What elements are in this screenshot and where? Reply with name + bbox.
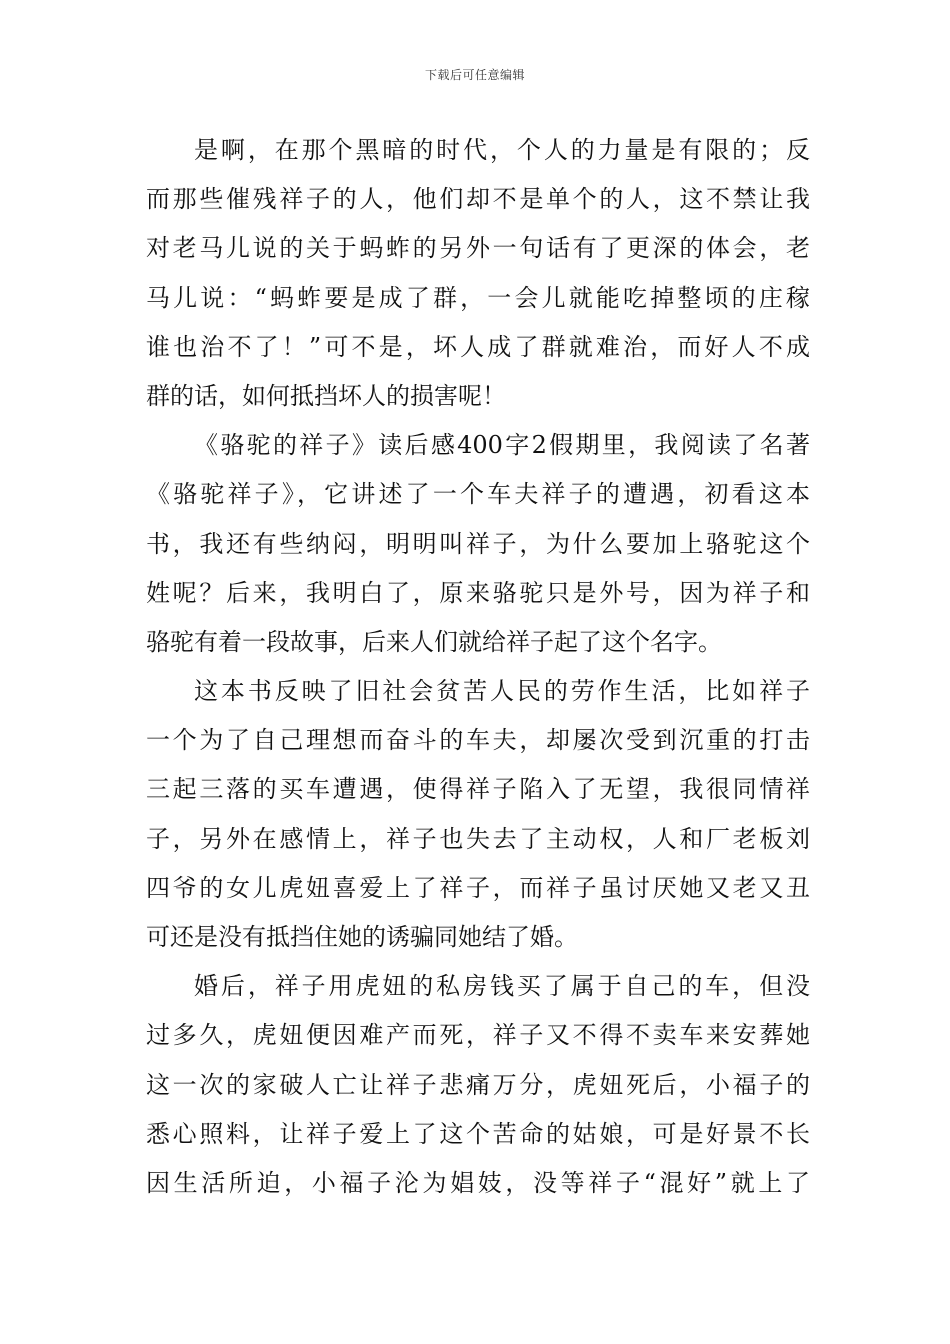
- text-line: 《骆驼的祥子》读后感400字2假期里，我阅读了名著: [194, 431, 810, 460]
- text-line: 姓呢？后来，我明白了，原来骆驼只是外号，因为祥子和: [146, 578, 810, 607]
- text-line: 婚后，祥子用虎妞的私房钱买了属于自己的车，但没: [194, 972, 810, 1001]
- text-line: 因生活所迫，小福子沦为娼妓，没等祥子“混好”就上了: [146, 1168, 810, 1197]
- text-line: 骆驼有着一段故事，后来人们就给祥子起了这个名字。: [146, 627, 722, 656]
- document-body: [146, 126, 810, 1208]
- text-line: 一个为了自己理想而奋斗的车夫，却屡次受到沉重的打击: [146, 726, 810, 755]
- paragraph-1: [146, 126, 810, 421]
- paragraph-2: [146, 421, 810, 667]
- text-line: 子，另外在感情上，祥子也失去了主动权，人和厂老板刘: [146, 824, 810, 853]
- text-line: 悉心照料，让祥子爱上了这个苦命的姑娘，可是好景不长: [146, 1119, 810, 1148]
- page-header: 下载后可任意编辑: [424, 68, 525, 82]
- text-line: 四爷的女儿虎妞喜爱上了祥子，而祥子虽讨厌她又老又丑: [146, 873, 810, 902]
- text-line: 《骆驼祥子》，它讲述了一个车夫祥子的遭遇，初看这本: [146, 480, 810, 509]
- text-line: 这一次的家破人亡让祥子悲痛万分，虎妞死后，小福子的: [146, 1070, 810, 1099]
- text-line: 是啊，在那个黑暗的时代，个人的力量是有限的；反: [194, 136, 810, 164]
- text-line: 群的话，如何抵挡坏人的损害呢！: [146, 381, 506, 410]
- text-line: 谁也治不了！”可不是，坏人成了群就难治，而好人不成: [146, 332, 810, 361]
- paragraph-3: [146, 667, 810, 962]
- text-line: 三起三落的买车遭遇，使得祥子陷入了无望，我很同情祥: [146, 775, 810, 804]
- text-line: 这本书反映了旧社会贫苦人民的劳作生活，比如祥子: [194, 677, 810, 706]
- paragraph-4: [146, 962, 810, 1208]
- text-line: 对老马儿说的关于蚂蚱的另外一句话有了更深的体会，老: [146, 234, 810, 263]
- text-line: 过多久，虎妞便因难产而死，祥子又不得不卖车来安葬她: [146, 1021, 810, 1050]
- text-line: 书，我还有些纳闷，明明叫祥子，为什么要加上骆驼这个: [146, 529, 810, 558]
- text-line: 可还是没有抵挡住她的诱骗同她结了婚。: [146, 923, 578, 951]
- text-line: 而那些催残祥子的人，他们却不是单个的人，这不禁让我: [146, 185, 810, 214]
- text-line: 马儿说：“蚂蚱要是成了群，一会儿就能吃掉整顷的庄稼: [146, 283, 810, 312]
